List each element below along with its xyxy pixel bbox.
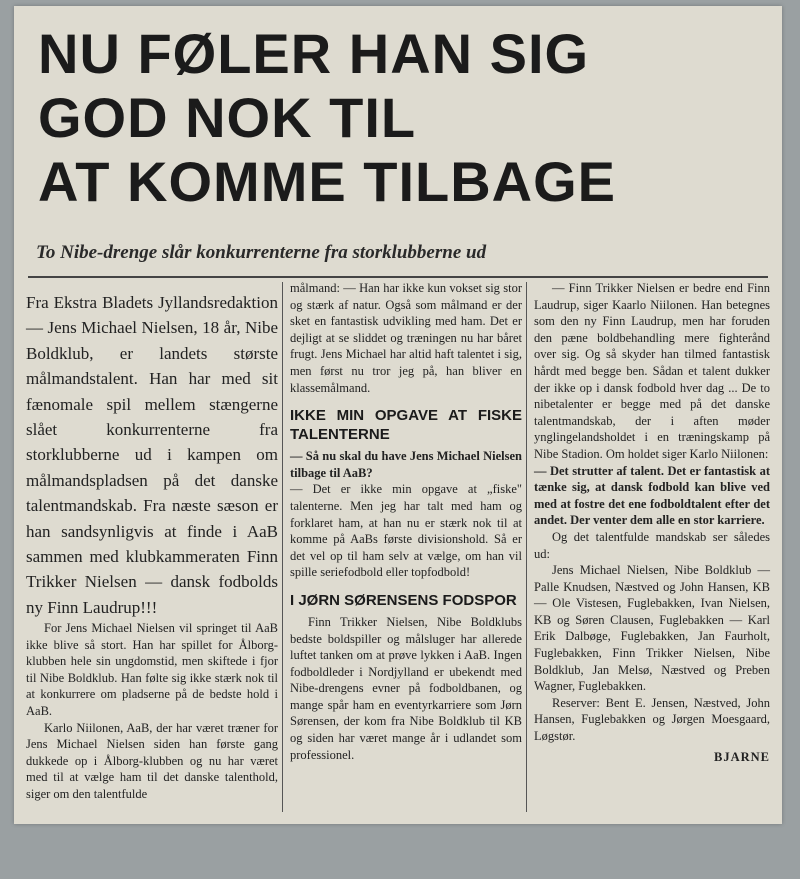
lead-text: Fra Ekstra Bladets Jyllandsredaktion — Jens Michael Nielsen, 18 år, Nibe Boldklub, er landets største målmandstalent. Han har med sit fænomale spil mellem stængerne slået konkurrenterne fra storklubberne ud i kampen om målmandspladsen på det danske talentmandskab. Fra næste sæson er han sandsynligvis at finde i AaB sammen med klubkammeraten Finn Trikker Nielsen — dansk fodbolds ny Finn Laudrup!!!	[26, 293, 278, 617]
headline-line-3: AT KOMME TILBAGE	[38, 150, 617, 213]
headline-line-2: GOD NOK TIL	[38, 86, 417, 149]
author-signature: BJARNE	[713, 749, 770, 764]
header-divider	[28, 276, 768, 278]
column-1-body	[26, 620, 278, 803]
column-3-paragraph: Og det talentfulde mandskab ser således ud:	[534, 529, 770, 561]
team-list: Jens Michael Nielsen, Nibe Boldklub — Palle Knudsen, Næstved og John Hansen, KB — Ole Vistesen, Fuglebakken, Ivan Nielsen, KB og Søren Clausen, Fuglebakken — Karl Erik Dalbøge, Fuglebakken, Jan Faurholt, Fuglebakken, Finn Trikker Nielsen, Nibe Boldklub, Jan Melsø, Næstved og Preben Wagner, Fuglebakken.	[534, 563, 770, 694]
column-2-intro: målmand: — Han har ikke kun vokset sig stor og stærk af natur. Også som målmand er der sket en fantastisk udvikling med ham. Det er dejligt at se sliddet og træningen nu har båret frugt. Jens Michael har altid haft talentet i sig, men først nu tror jeg på, han bliver en klassemålmand.	[290, 281, 522, 395]
subheadline: To Nibe-drenge slår konkurrenterne fra storklubberne ud	[36, 242, 487, 263]
column-divider-1	[282, 282, 283, 812]
headline-line-1: NU FØLER HAN SIG	[38, 22, 590, 85]
interview-question: — Så nu skal du have Jens Michael Nielsen tilbage til AaB?	[290, 449, 522, 480]
section-heading-1: IKKE MIN OPGAVE AT FISKE TALENTERNE	[290, 407, 522, 444]
lead-paragraph	[26, 290, 278, 620]
headline	[38, 22, 738, 214]
column-2	[290, 280, 522, 763]
section-2-text: Finn Trikker Nielsen, Nibe Boldklubs bedste boldspiller og målsluger har allerede luftet tanken om at prøve lykken i AaB. Ingen fodboldleder i Nordjylland er ubekendt med Nibe-drengens evner på fodboldbanen, og mange spår ham en eventyrkarriere som Jørn Sørensen, der kom fra Nibe Boldklub til KB og siden har været mange år i udlandet som professionel.	[290, 614, 522, 762]
column-3-paragraph: — Finn Trikker Nielsen er bedre end Finn Laudrup, siger Kaarlo Niilonen. Han betegnes som den ny Finn Laudrup, men har foruden den pæne boldbehandling mere fighterånd over sig. Og så skyder han tilmed fantastisk hårdt med begge ben. Sådan et talent dukker der ikke op i dansk fodbold hver dag ... De to nibetalenter er begge med på det danske talentmandskab, der i aften møder ynglingelandsholdet i en træningskamp på Nibe Stadion. Om holdet siger Karlo Niilonen:	[534, 281, 770, 461]
interview-answer: — Det er ikke min opgave at „fiske" talenterne. Men jeg har talt med ham og forklaret ham, at han nu er stærk nok til at komme på AaBs første divisionshold. Så er det vel op til ham selv at vælge, om han vil spille seriefodbold eller topfodbold!	[290, 482, 522, 580]
column-divider-2	[526, 282, 527, 812]
column-1-paragraph: Karlo Niilonen, AaB, der har været træner for Jens Michael Nielsen siden han første gang dukkede op i Ålborg-klubben og nu har været med til at vælge ham til det danske talenthold, siger om den talentfulde	[26, 720, 278, 801]
column-1-paragraph: For Jens Michael Nielsen vil springet til AaB ikke blive så stort. Han har spillet for Ålborg-klubben hele sin ungdomstid, men skiftede i fjor til Nibe Boldklub. Han følte sig ikke stærk nok til at konkurrere om pladserne på de bedste hold i AaB.	[26, 621, 278, 718]
reserves-list: Reserver: Bent E. Jensen, Næstved, John Hansen, Fuglebakken og Jørgen Moesgaard, Løgstør.	[534, 695, 770, 744]
quote-paragraph: — Det strutter af talent. Det er fantastisk at tænke sig, at dansk fodbold kan blive ved med at fostre det ene fodboldtalent efter det andet. Der venter dem alle en stor karriere.	[534, 463, 770, 528]
section-heading-2: I JØRN SØRENSENS FODSPOR	[290, 591, 517, 609]
newspaper-clipping	[14, 6, 782, 824]
column-3	[534, 280, 770, 765]
